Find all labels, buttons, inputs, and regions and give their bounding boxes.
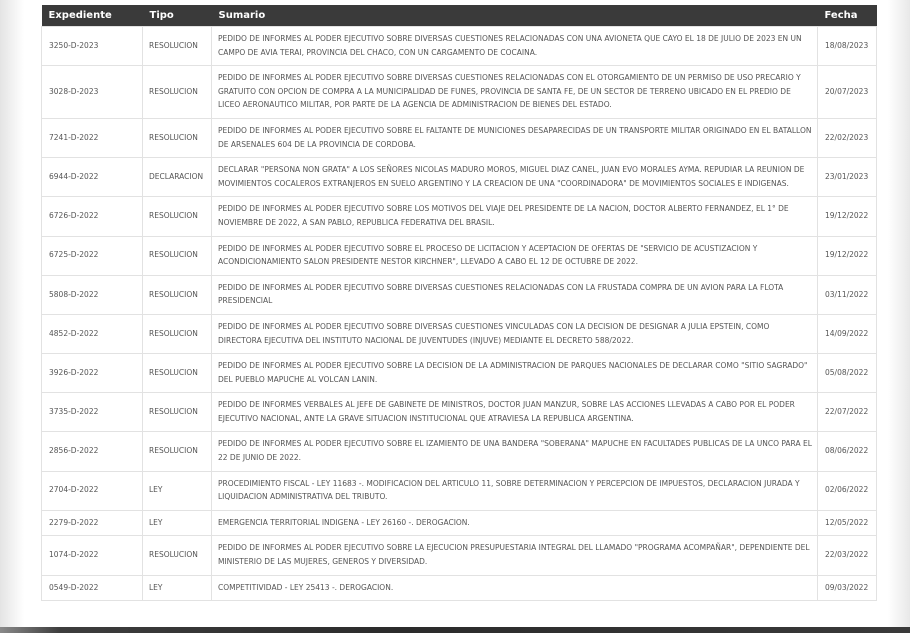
table-row[interactable] bbox=[42, 393, 877, 432]
column-header-expediente[interactable]: Expediente bbox=[42, 5, 143, 27]
table-row[interactable] bbox=[42, 510, 877, 536]
sumario-cell: PEDIDO DE INFORMES AL PODER EJECUTIVO SOBRE EL FALTANTE DE MUNICIONES DESAPARECIDAS DE UN TRANSPORTE MILITAR ORIGINADO EN EL BATALLON DE ARSENALES 604 DE LA PROVINCIA DE CORDOBA. bbox=[212, 118, 818, 157]
table-row[interactable] bbox=[42, 66, 877, 119]
sumario-cell: PEDIDO DE INFORMES AL PODER EJECUTIVO SOBRE LA DECISION DE LA ADMINISTRACION DE PARQUES NACIONALES DE DECLARAR COMO "SITIO SAGRADO" DEL PUEBLO MAPUCHE AL VOLCAN LANIN. bbox=[212, 354, 818, 393]
expediente-cell[interactable]: 3926-D-2022 bbox=[42, 354, 143, 393]
expediente-cell[interactable]: 6725-D-2022 bbox=[42, 236, 143, 275]
fecha-cell: 19/12/2022 bbox=[818, 197, 877, 236]
fecha-cell: 22/02/2023 bbox=[818, 118, 877, 157]
expediente-cell[interactable]: 7241-D-2022 bbox=[42, 118, 143, 157]
table-row[interactable] bbox=[42, 158, 877, 197]
sumario-cell: PEDIDO DE INFORMES AL PODER EJECUTIVO SOBRE LA EJECUCION PRESUPUESTARIA INTEGRAL DEL LLAMADO "PROGRAMA ACOMPAÑAR", DEPENDIENTE DEL MINISTERIO DE LAS MUJERES, GENEROS Y DIVERSIDAD. bbox=[212, 536, 818, 575]
tipo-cell: RESOLUCION bbox=[143, 275, 212, 314]
tipo-cell: RESOLUCION bbox=[143, 66, 212, 119]
table-row[interactable] bbox=[42, 432, 877, 471]
sumario-cell: PEDIDO DE INFORMES AL PODER EJECUTIVO SOBRE LOS MOTIVOS DEL VIAJE DEL PRESIDENTE DE LA NACION, DOCTOR ALBERTO FERNANDEZ, EL 1° DE NOVIEMBRE DE 2022, A SAN PABLO, REPUBLICA FEDERATIVA DEL BRASIL. bbox=[212, 197, 818, 236]
expediente-cell[interactable]: 0549-D-2022 bbox=[42, 575, 143, 601]
tipo-cell: RESOLUCION bbox=[143, 393, 212, 432]
fecha-cell: 02/06/2022 bbox=[818, 471, 877, 510]
expediente-cell[interactable]: 2856-D-2022 bbox=[42, 432, 143, 471]
fecha-cell: 20/07/2023 bbox=[818, 66, 877, 119]
fecha-cell: 19/12/2022 bbox=[818, 236, 877, 275]
expediente-cell[interactable]: 3028-D-2023 bbox=[42, 66, 143, 119]
sumario-cell: DECLARAR "PERSONA NON GRATA" A LOS SEÑORES NICOLAS MADURO MOROS, MIGUEL DIAZ CANEL, JUAN EVO MORALES AYMA. REPUDIAR LA REUNION DE MOVIMIENTOS COCALEROS EXTRANJEROS EN SUELO ARGENTINO Y LA CREACION DE UNA "COORDINADORA" DE MOVIMIENTOS SOCIALES E INDIGENAS. bbox=[212, 158, 818, 197]
column-header-tipo[interactable]: Tipo bbox=[143, 5, 212, 27]
fecha-cell: 23/01/2023 bbox=[818, 158, 877, 197]
right-edge-shadow bbox=[888, 0, 910, 633]
sumario-cell: PEDIDO DE INFORMES AL PODER EJECUTIVO SOBRE DIVERSAS CUESTIONES RELACIONADAS CON UNA AVIONETA QUE CAYO EL 18 DE JULIO DE 2023 EN UN CAMPO DE AVIA TERAI, PROVINCIA DEL CHACO, CON UN CARGAMENTO DE COCAINA. bbox=[212, 27, 818, 66]
fecha-cell: 22/03/2022 bbox=[818, 536, 877, 575]
tipo-cell: RESOLUCION bbox=[143, 236, 212, 275]
fecha-cell: 22/07/2022 bbox=[818, 393, 877, 432]
fecha-cell: 14/09/2022 bbox=[818, 314, 877, 353]
expediente-cell[interactable]: 6944-D-2022 bbox=[42, 158, 143, 197]
table-row[interactable] bbox=[42, 575, 877, 601]
tipo-cell: DECLARACION bbox=[143, 158, 212, 197]
fecha-cell: 09/03/2022 bbox=[818, 575, 877, 601]
table-row[interactable] bbox=[42, 314, 877, 353]
expediente-cell[interactable]: 3250-D-2023 bbox=[42, 27, 143, 66]
table-row[interactable] bbox=[42, 275, 877, 314]
fecha-cell: 03/11/2022 bbox=[818, 275, 877, 314]
expediente-cell[interactable]: 2279-D-2022 bbox=[42, 510, 143, 536]
table-row[interactable] bbox=[42, 236, 877, 275]
expediente-cell[interactable]: 3735-D-2022 bbox=[42, 393, 143, 432]
table-row[interactable] bbox=[42, 354, 877, 393]
expediente-cell[interactable]: 6726-D-2022 bbox=[42, 197, 143, 236]
tipo-cell: RESOLUCION bbox=[143, 27, 212, 66]
fecha-cell: 18/08/2023 bbox=[818, 27, 877, 66]
sumario-cell: PEDIDO DE INFORMES AL PODER EJECUTIVO SOBRE DIVERSAS CUESTIONES RELACIONADAS CON LA FRUSTADA COMPRA DE UN AVION PARA LA FLOTA PRESIDENCIAL bbox=[212, 275, 818, 314]
expedientes-table bbox=[41, 5, 877, 601]
table-header-row bbox=[42, 5, 877, 27]
bottom-bar bbox=[0, 627, 910, 633]
expediente-cell[interactable]: 5808-D-2022 bbox=[42, 275, 143, 314]
tipo-cell: RESOLUCION bbox=[143, 536, 212, 575]
table-row[interactable] bbox=[42, 27, 877, 66]
sumario-cell: PEDIDO DE INFORMES VERBALES AL JEFE DE GABINETE DE MINISTROS, DOCTOR JUAN MANZUR, SOBRE LAS ACCIONES LLEVADAS A CABO POR EL PODER EJECUTIVO NACIONAL, ANTE LA GRAVE SITUACION INSTITUCIONAL QUE ATRAVIESA LA REPUBLICA ARGENTINA. bbox=[212, 393, 818, 432]
sumario-cell: PEDIDO DE INFORMES AL PODER EJECUTIVO SOBRE EL IZAMIENTO DE UNA BANDERA "SOBERANA" MAPUCHE EN FACULTADES PUBLICAS DE LA UNCO PARA EL 22 DE JUNIO DE 2022. bbox=[212, 432, 818, 471]
left-edge-shadow bbox=[0, 0, 24, 633]
fecha-cell: 05/08/2022 bbox=[818, 354, 877, 393]
expediente-cell[interactable]: 4852-D-2022 bbox=[42, 314, 143, 353]
sumario-cell: COMPETITIVIDAD - LEY 25413 -. DEROGACION. bbox=[212, 575, 818, 601]
column-header-sumario[interactable]: Sumario bbox=[212, 5, 818, 27]
expediente-cell[interactable]: 2704-D-2022 bbox=[42, 471, 143, 510]
table-row[interactable] bbox=[42, 118, 877, 157]
sumario-cell: EMERGENCIA TERRITORIAL INDIGENA - LEY 26160 -. DEROGACION. bbox=[212, 510, 818, 536]
sumario-cell: PROCEDIMIENTO FISCAL - LEY 11683 -. MODIFICACION DEL ARTICULO 11, SOBRE DETERMINACION Y PERCEPCION DE IMPUESTOS, DECLARACION JURADA Y LIQUIDACION ADMINISTRATIVA DEL TRIBUTO. bbox=[212, 471, 818, 510]
expediente-cell[interactable]: 1074-D-2022 bbox=[42, 536, 143, 575]
tipo-cell: RESOLUCION bbox=[143, 197, 212, 236]
tipo-cell: RESOLUCION bbox=[143, 432, 212, 471]
column-header-fecha[interactable]: Fecha bbox=[818, 5, 877, 27]
table-row[interactable] bbox=[42, 197, 877, 236]
sumario-cell: PEDIDO DE INFORMES AL PODER EJECUTIVO SOBRE DIVERSAS CUESTIONES RELACIONADAS CON EL OTORGAMIENTO DE UN PERMISO DE USO PRECARIO Y GRATUITO CON OPCION DE COMPRA A LA MUNICIPALIDAD DE FUNES, PROVINCIA DE SANTA FE, DE UN SECTOR DE TERRENO UBICADO EN EL PREDIO DE LICEO AERONAUTICO MILITAR, POR PARTE DE LA AGENCIA DE ADMINISTRACION DE BIENES DEL ESTADO. bbox=[212, 66, 818, 119]
tipo-cell: LEY bbox=[143, 510, 212, 536]
table-row[interactable] bbox=[42, 536, 877, 575]
sumario-cell: PEDIDO DE INFORMES AL PODER EJECUTIVO SOBRE DIVERSAS CUESTIONES VINCULADAS CON LA DECISION DE DESIGNAR A JULIA EPSTEIN, COMO DIRECTORA EJECUTIVA DEL INSTITUTO NACIONAL DE JUVENTUDES (INJUVE) MEDIANTE EL DECRETO 588/2022. bbox=[212, 314, 818, 353]
sumario-cell: PEDIDO DE INFORMES AL PODER EJECUTIVO SOBRE EL PROCESO DE LICITACION Y ACEPTACION DE OFERTAS DE "SERVICIO DE ACUSTIZACION Y ACONDICIONAMIENTO SALON PRESIDENTE NESTOR KIRCHNER", LLEVADO A CABO EL 12 DE OCTUBRE DE 2022. bbox=[212, 236, 818, 275]
tipo-cell: RESOLUCION bbox=[143, 354, 212, 393]
table-row[interactable] bbox=[42, 471, 877, 510]
tipo-cell: LEY bbox=[143, 575, 212, 601]
tipo-cell: RESOLUCION bbox=[143, 118, 212, 157]
tipo-cell: RESOLUCION bbox=[143, 314, 212, 353]
fecha-cell: 08/06/2022 bbox=[818, 432, 877, 471]
tipo-cell: LEY bbox=[143, 471, 212, 510]
table-body bbox=[42, 27, 877, 601]
fecha-cell: 12/05/2022 bbox=[818, 510, 877, 536]
